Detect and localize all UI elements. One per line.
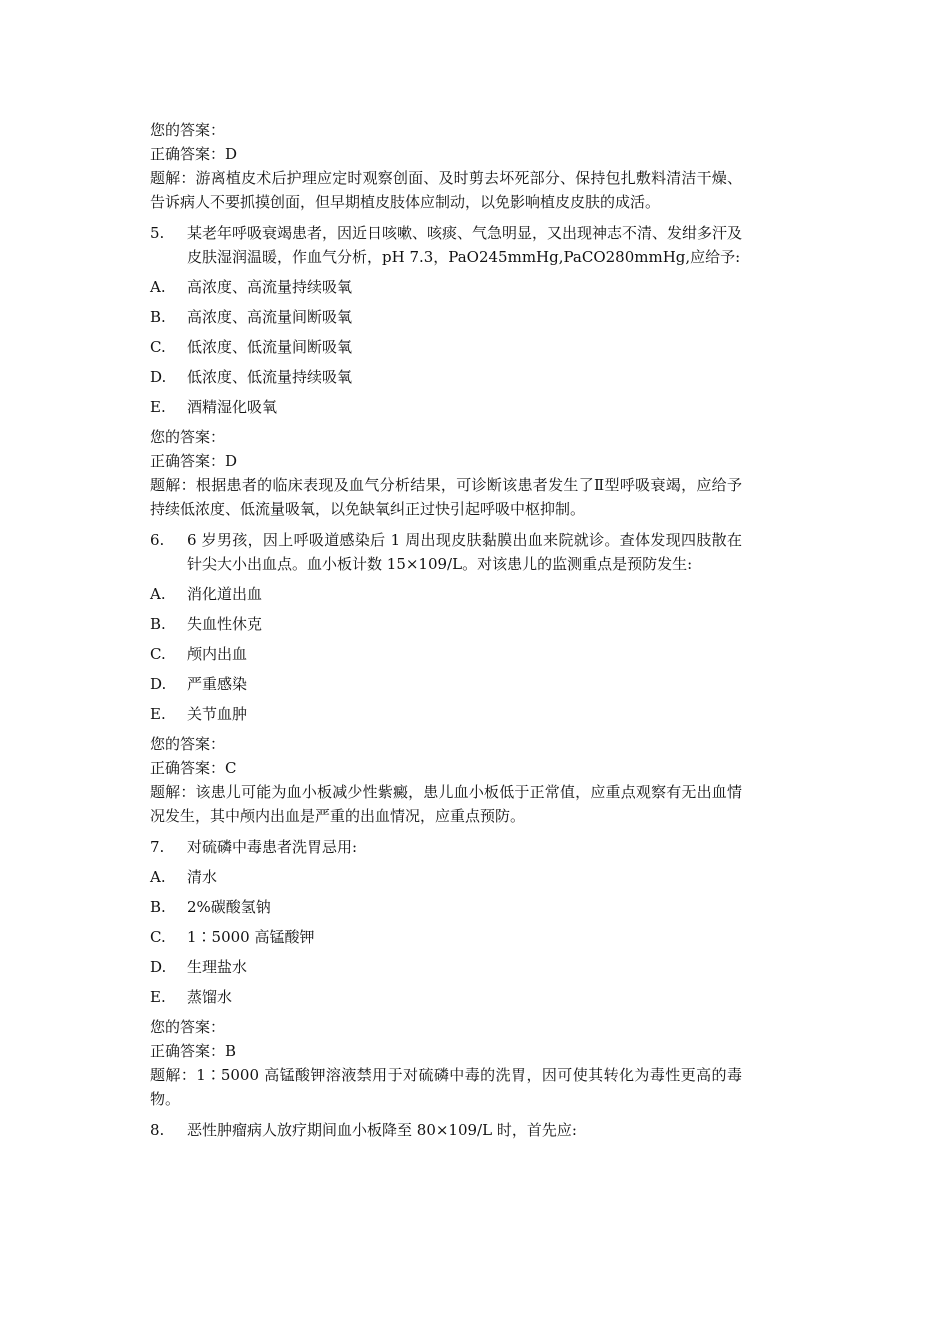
question-7: [150, 835, 742, 859]
your-answer-label: 您的答案：: [150, 1018, 226, 1036]
option-letter: B.: [150, 898, 166, 916]
question-block-6: [150, 528, 742, 828]
correct-answer: 正确答案：B: [150, 1042, 237, 1060]
option-letter: B.: [150, 308, 166, 326]
option-text: 低浓度、低流量间断吸氧: [187, 338, 353, 356]
question-8: [150, 1118, 742, 1142]
option-text: 消化道出血: [187, 585, 263, 603]
option-text: 高浓度、高流量间断吸氧: [187, 308, 353, 326]
option-letter: E.: [150, 398, 166, 416]
option-letter: C.: [150, 645, 166, 663]
question-text: 6 岁男孩，因上呼吸道感染后 1 周出现皮肤黏膜出血来院就诊。查体发现四肢散在针尖大小出血点。血小板计数 15×109/L。对该患儿的监测重点是预防发生:: [187, 531, 742, 573]
question-text: 对硫磷中毒患者洗胃忌用:: [187, 838, 358, 856]
explanation: 题解：该患儿可能为血小板减少性紫癜，患儿血小板低于正常值，应重点观察有无出血情况发生，其中颅内出血是严重的出血情况，应重点预防。: [150, 783, 742, 825]
explanation: 题解：1∶5000 高锰酸钾溶液禁用于对硫磷中毒的洗胃，因可使其转化为毒性更高的毒物。: [150, 1066, 742, 1108]
option-e: [150, 395, 742, 419]
option-text: 颅内出血: [187, 645, 248, 663]
option-b: [150, 895, 742, 919]
correct-answer: 正确答案：D: [150, 452, 238, 470]
option-letter: A.: [150, 868, 166, 886]
your-answer-label: 您的答案：: [150, 735, 226, 753]
question-block-7: [150, 835, 742, 1111]
option-text: 清水: [187, 868, 218, 886]
option-text: 失血性休克: [187, 615, 263, 633]
option-text: 高浓度、高流量持续吸氧: [187, 278, 353, 296]
option-c: [150, 925, 742, 949]
option-a: [150, 275, 742, 299]
question-5: [150, 221, 742, 269]
question-block-8: [150, 1118, 742, 1142]
option-d: [150, 955, 742, 979]
question-6: [150, 528, 742, 576]
question-text: 恶性肿瘤病人放疗期间血小板降至 80×109/L 时，首先应:: [187, 1121, 577, 1139]
question-number: 6.: [150, 531, 165, 549]
option-text: 蒸馏水: [187, 988, 233, 1006]
explanation: 题解：根据患者的临床表现及血气分析结果，可诊断该患者发生了Ⅱ型呼吸衰竭，应给予持续低浓度、低流量吸氧，以免缺氧纠正过快引起呼吸中枢抑制。: [150, 476, 742, 518]
question-number: 8.: [150, 1121, 165, 1139]
correct-answer: 正确答案：D: [150, 145, 238, 163]
option-b: [150, 305, 742, 329]
option-letter: A.: [150, 585, 166, 603]
explanation: 题解：游离植皮术后护理应定时观察创面、及时剪去坏死部分、保持包扎敷料清洁干燥、告诉病人不要抓摸创面，但早期植皮肢体应制动，以免影响植皮皮肤的成活。: [150, 169, 742, 211]
your-answer-label: 您的答案：: [150, 428, 226, 446]
option-letter: E.: [150, 705, 166, 723]
question-number: 7.: [150, 838, 165, 856]
your-answer-label: 您的答案：: [150, 121, 226, 139]
option-letter: E.: [150, 988, 166, 1006]
option-text: 严重感染: [187, 675, 248, 693]
option-d: [150, 365, 742, 389]
option-letter: B.: [150, 615, 166, 633]
option-b: [150, 612, 742, 636]
document-page: [150, 118, 742, 1148]
option-a: [150, 582, 742, 606]
option-letter: C.: [150, 338, 166, 356]
question-number: 5.: [150, 224, 165, 242]
correct-answer: 正确答案：C: [150, 759, 237, 777]
option-text: 2%碳酸氢钠: [187, 898, 271, 916]
option-letter: D.: [150, 368, 167, 386]
option-e: [150, 702, 742, 726]
option-a: [150, 865, 742, 889]
option-text: 1∶5000 高锰酸钾: [187, 928, 315, 946]
option-text: 低浓度、低流量持续吸氧: [187, 368, 353, 386]
option-e: [150, 985, 742, 1009]
option-text: 关节血肿: [187, 705, 248, 723]
option-c: [150, 335, 742, 359]
option-letter: A.: [150, 278, 166, 296]
option-text: 酒精湿化吸氧: [187, 398, 278, 416]
question-text: 某老年呼吸衰竭患者，因近日咳嗽、咳痰、气急明显，又出现神志不清、发绀多汗及皮肤湿润温暖，作血气分析，pH 7.3，PaO245mmHg,PaCO280mmHg,应给予:: [187, 224, 743, 266]
option-letter: C.: [150, 928, 166, 946]
option-letter: D.: [150, 675, 167, 693]
option-text: 生理盐水: [187, 958, 248, 976]
option-c: [150, 642, 742, 666]
question-block-5: [150, 221, 742, 521]
option-d: [150, 672, 742, 696]
option-letter: D.: [150, 958, 167, 976]
answer-block-4: [150, 118, 742, 214]
